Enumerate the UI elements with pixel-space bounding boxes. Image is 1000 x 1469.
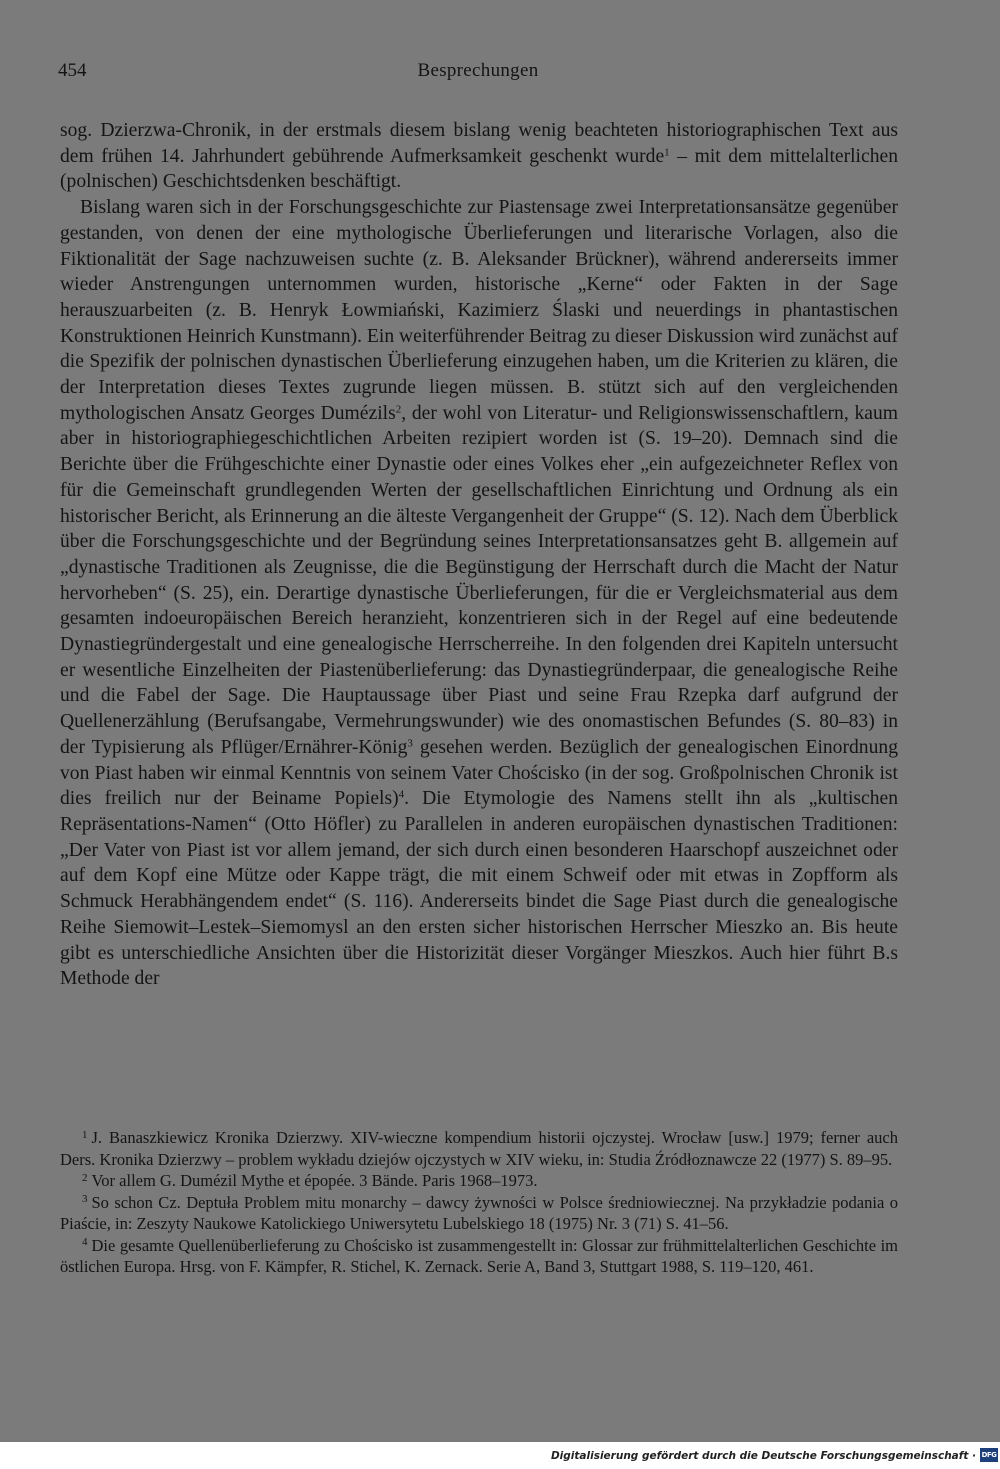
footnote-ref-2: 2 <box>395 403 402 416</box>
paragraph-2-part-b: , der wohl von Literatur- und Religionswissenschaftlern, kaum aber in historiographiegeschichtlichen Arbeiten rezipiert worden ist (S. 19–20). Demnach sind die Berichte über die Frühgeschichte einer Dynastie oder eines Volkes eher „ein aufgezeichneter Reflex von für die Gemeinschaft grundlegenden Werten der gesellschaftlichen Einrichtung und Ordnung als ein historischer Bericht, als Erinnerung an die älteste Vergangenheit der Gruppe“ (S. 12). Nach dem Überblick über die Forschungsgeschichte und der Begründung seines Interpretationsansatzes geht B. allgemein auf „dynastische Traditionen als Zeugnisse, die die Begünstigung der Herrschaft durch die Macht der Natur hervorheben“ (S. 25), ein. Derartige dynastische Überlieferungen, für die er Vergleichsmaterial aus dem gesamten indoeuropäischen Bereich heranzieht, konzentrieren sich in der Regel auf eine bedeutende Dynastiegründergestalt und eine genealogische Herrscherreihe. In den folgenden drei Kapiteln untersucht er wesentliche Einzelheiten der Piastenüberlieferung: das Dynastiegründerpaar, die genealogische Reihe und die Fabel der Sage. Die Hauptaussage über Piast und seine Frau Rzepka darf aufgrund der Quellenerzählung (Berufsangabe, Vermehrungswunder) wie des onomastischen Befundes (S. 80–83) in der Typisierung als Pflüger/Ernährer-König <box>60 402 898 758</box>
running-head: Besprechungen <box>417 60 539 81</box>
footnote-mark: 3 <box>82 1193 88 1205</box>
footnote <box>60 1192 898 1235</box>
footnote-mark: 1 <box>82 1128 88 1141</box>
footnote-mark: 2 <box>82 1171 88 1184</box>
footnote-text: Die gesamte Quellenüberlieferung zu Chościsko ist zusammengestellt in: Glossar zur frühmittelalterlichen Geschichte im östlichen Europa. Hrsg. von F. Kämpfer, R. Stichel, K. Zernack. Serie A, Band 3, Stuttgart 1988, S. 119–120, 461. <box>60 1235 898 1276</box>
paragraph-2-part-c: gesehen werden. Bezüglich der genealogischen Einordnung von Piast haben wir einmal Kenntnis von seinem Vater Chościsko (in der sog. Großpolnischen Chronik ist dies freilich nur der Beiname Popiels) <box>60 736 898 810</box>
paragraph-2-part-d: . Die Etymologie des Namens stellt ihn als „kultischen Repräsentations-Namen“ (Otto Höfler) zu Parallelen in anderen europäischen dynastischen Traditionen: „Der Vater von Piast ist vor allem jemand, der sich durch einen besonderen Haarschopf auszeichnet oder auf dem Kopf eine Mütze oder Kappe trägt, die mit einem Schweif oder mit etwas in Zopfform als Schmuck Herabhängendem endet“ (S. 116). Andererseits bindet die Sage Piast durch die genealogische Reihe Siemowit–Lestek–Siemomysl an den ersten sicher historischen Herrscher Mieszko an. Bis heute gibt es unterschiedliche Ansichten über die Historizität dieser Vorgänger Mieszkos. Auch hier führt B.s Methode der <box>60 788 898 990</box>
paragraph-1 <box>60 118 898 195</box>
footnote-ref-3: 3 <box>407 737 413 750</box>
footnotes <box>60 1127 898 1278</box>
page-number: 454 <box>58 60 87 81</box>
footnote-ref-1: 1 <box>664 146 670 159</box>
footnote <box>60 1127 898 1170</box>
footnote <box>60 1170 898 1192</box>
dfg-logo-icon: DFG <box>980 1448 998 1462</box>
digitization-footer <box>0 1442 1000 1469</box>
footnote-ref-4: 4 <box>398 788 405 801</box>
body-text <box>60 118 898 992</box>
footnote-text: J. Banaszkiewicz Kronika Dzierzwy. XIV-wieczne kompendium historii ojczystej. Wrocław [usw.] 1979; ferner auch Ders. Kronika Dzierzwy – problem wykładu dziejów ojczystych w XIV wieku, in: Studia Źródłoznawcze 22 (1977) S. 89–95. <box>60 1128 898 1169</box>
paragraph-2 <box>60 195 898 992</box>
paragraph-1-end: – mit dem mittelalterlichen (polnischen) Geschichtsdenken beschäftigt. <box>60 145 898 193</box>
footnote-text: So schon Cz. Deptuła Problem mitu monarchy – dawcy żywności w Polsce średniowiecznej. Na przykładzie podania o Piaście, in: Zeszyty Naukowe Katolickiego Uniwersytetu Lubelskiego 18 (1975) Nr. 3 (71) S. 41–56. <box>60 1192 898 1233</box>
paragraph-2-part-a: Bislang waren sich in der Forschungsgeschichte zur Piastensage zwei Interpretationsansätze gegenüber gestanden, von denen der eine mythologische Überlieferungen und literarische Vorlagen, also die Fiktionalität der Sage nachzuweisen suchte (z. B. Aleksander Brückner), während andererseits immer wieder Anstrengungen unternommen wurden, historische „Kerne“ oder Fakten in der Sage herauszuarbeiten (z. B. Henryk Łowmiański, Kazimierz Ślaski und neuerdings in phantastischen Konstruktionen Heinrich Kunstmann). Ein weiterführender Beitrag zu dieser Diskussion wird zunächst auf die Spezifik der polnischen dynastischen Überlieferung einzugehen haben, um die Kriterien zu klären, die der Interpretation dieses Textes zugrunde liegen müssen. B. stützt sich auf den vergleichenden mythologischen Ansatz Georges Dumézils <box>60 197 898 424</box>
footnote-mark: 4 <box>82 1236 88 1248</box>
footnote-text: Vor allem G. Dumézil Mythe et épopée. 3 Bände. Paris 1968–1973. <box>91 1171 538 1190</box>
paragraph-1-text: sog. Dzierzwa-Chronik, in der erstmals diesem bislang wenig beachteten historiographischen Text aus dem frühen 14. Jahrhundert gebührende Aufmerksamkeit geschenkt wurde <box>60 120 898 167</box>
page-header <box>58 60 898 90</box>
footnote <box>60 1235 898 1278</box>
digitization-credit: Digitalisierung gefördert durch die Deutsche Forschungsgemeinschaft · <box>550 1450 976 1462</box>
